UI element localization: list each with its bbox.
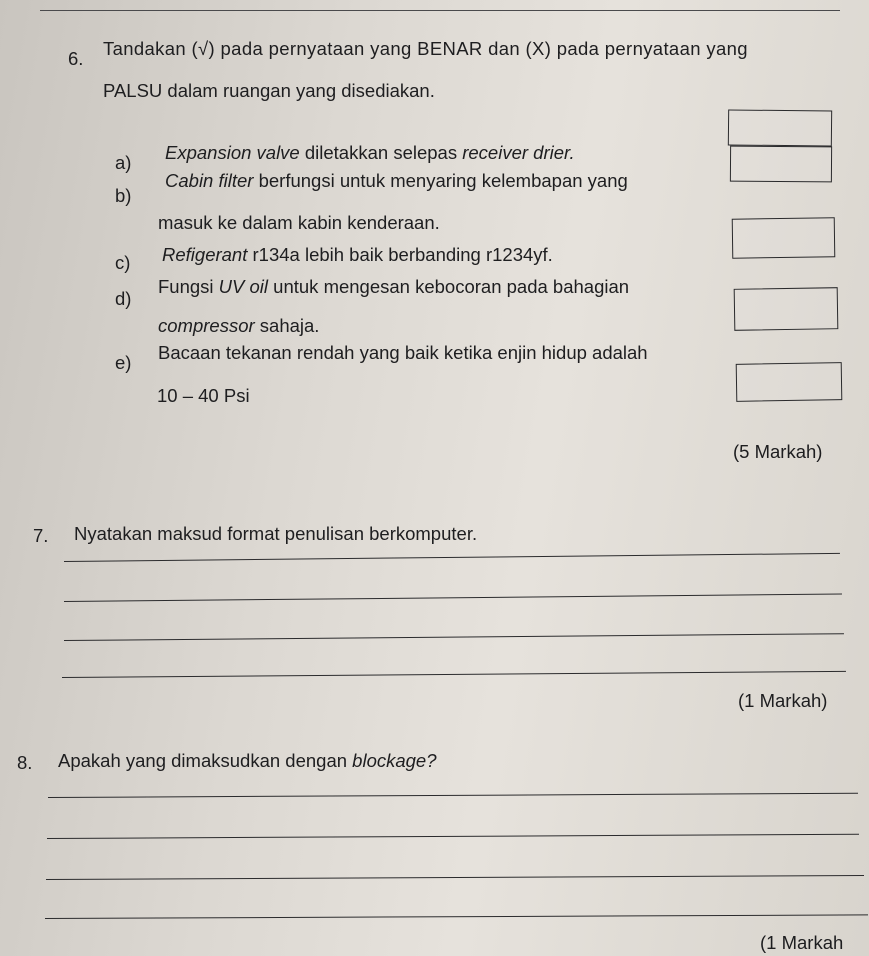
q7-number: 7. <box>33 525 49 546</box>
q6a-letter: a) <box>115 152 132 173</box>
q6-number: 6. <box>68 48 84 69</box>
q6e-letter: e) <box>115 352 132 373</box>
q7-answer-line-2[interactable] <box>64 594 842 602</box>
q6e-statement-line1: Bacaan tekanan rendah yang baik ketika enjin hidup adalah <box>158 342 648 363</box>
q7-question: Nyatakan maksud format penulisan berkomputer. <box>74 523 478 544</box>
q6a-statement: Expansion valve diletakkan selepas receiver drier. <box>165 142 575 163</box>
top-divider <box>40 10 840 11</box>
answer-box-a[interactable] <box>728 109 832 146</box>
q6c-statement: Refigerant r134a lebih baik berbanding r1234yf. <box>162 244 553 265</box>
q6c-letter: c) <box>115 252 131 273</box>
q6d-statement-line2: compressor sahaja. <box>158 315 320 336</box>
answer-box-b[interactable] <box>730 146 832 183</box>
q6-marks: (5 Markah) <box>733 441 823 462</box>
q7-answer-line-4[interactable] <box>62 671 846 678</box>
q8-answer-line-1[interactable] <box>48 793 858 798</box>
q7-answer-line-3[interactable] <box>64 633 844 641</box>
answer-box-c[interactable] <box>732 217 836 258</box>
q8-marks: (1 Markah <box>760 932 844 953</box>
q6b-statement-line2: masuk ke dalam kabin kenderaan. <box>158 212 440 233</box>
q8-answer-line-3[interactable] <box>46 875 864 880</box>
q6b-letter: b) <box>115 185 132 206</box>
q7-marks: (1 Markah) <box>738 690 828 711</box>
q8-answer-line-2[interactable] <box>47 834 859 839</box>
q6d-statement-line1: Fungsi UV oil untuk mengesan kebocoran pada bahagian <box>158 276 630 297</box>
q8-number: 8. <box>17 752 33 773</box>
q6e-statement-line2: 10 – 40 Psi <box>157 385 250 406</box>
q6-instruction-line1: Tandakan (√) pada pernyataan yang BENAR dan (X) pada pernyataan yang <box>103 38 748 59</box>
q6d-letter: d) <box>115 288 132 309</box>
answer-box-e[interactable] <box>736 362 843 402</box>
q6-instruction-line2: PALSU dalam ruangan yang disediakan. <box>103 80 435 101</box>
q7-answer-line-1[interactable] <box>64 553 840 562</box>
q8-answer-line-4[interactable] <box>45 914 868 919</box>
q6b-statement-line1: Cabin filter berfungsi untuk menyaring kelembapan yang <box>165 170 628 191</box>
answer-box-d[interactable] <box>734 287 839 331</box>
q8-question: Apakah yang dimaksudkan dengan blockage? <box>58 750 437 771</box>
